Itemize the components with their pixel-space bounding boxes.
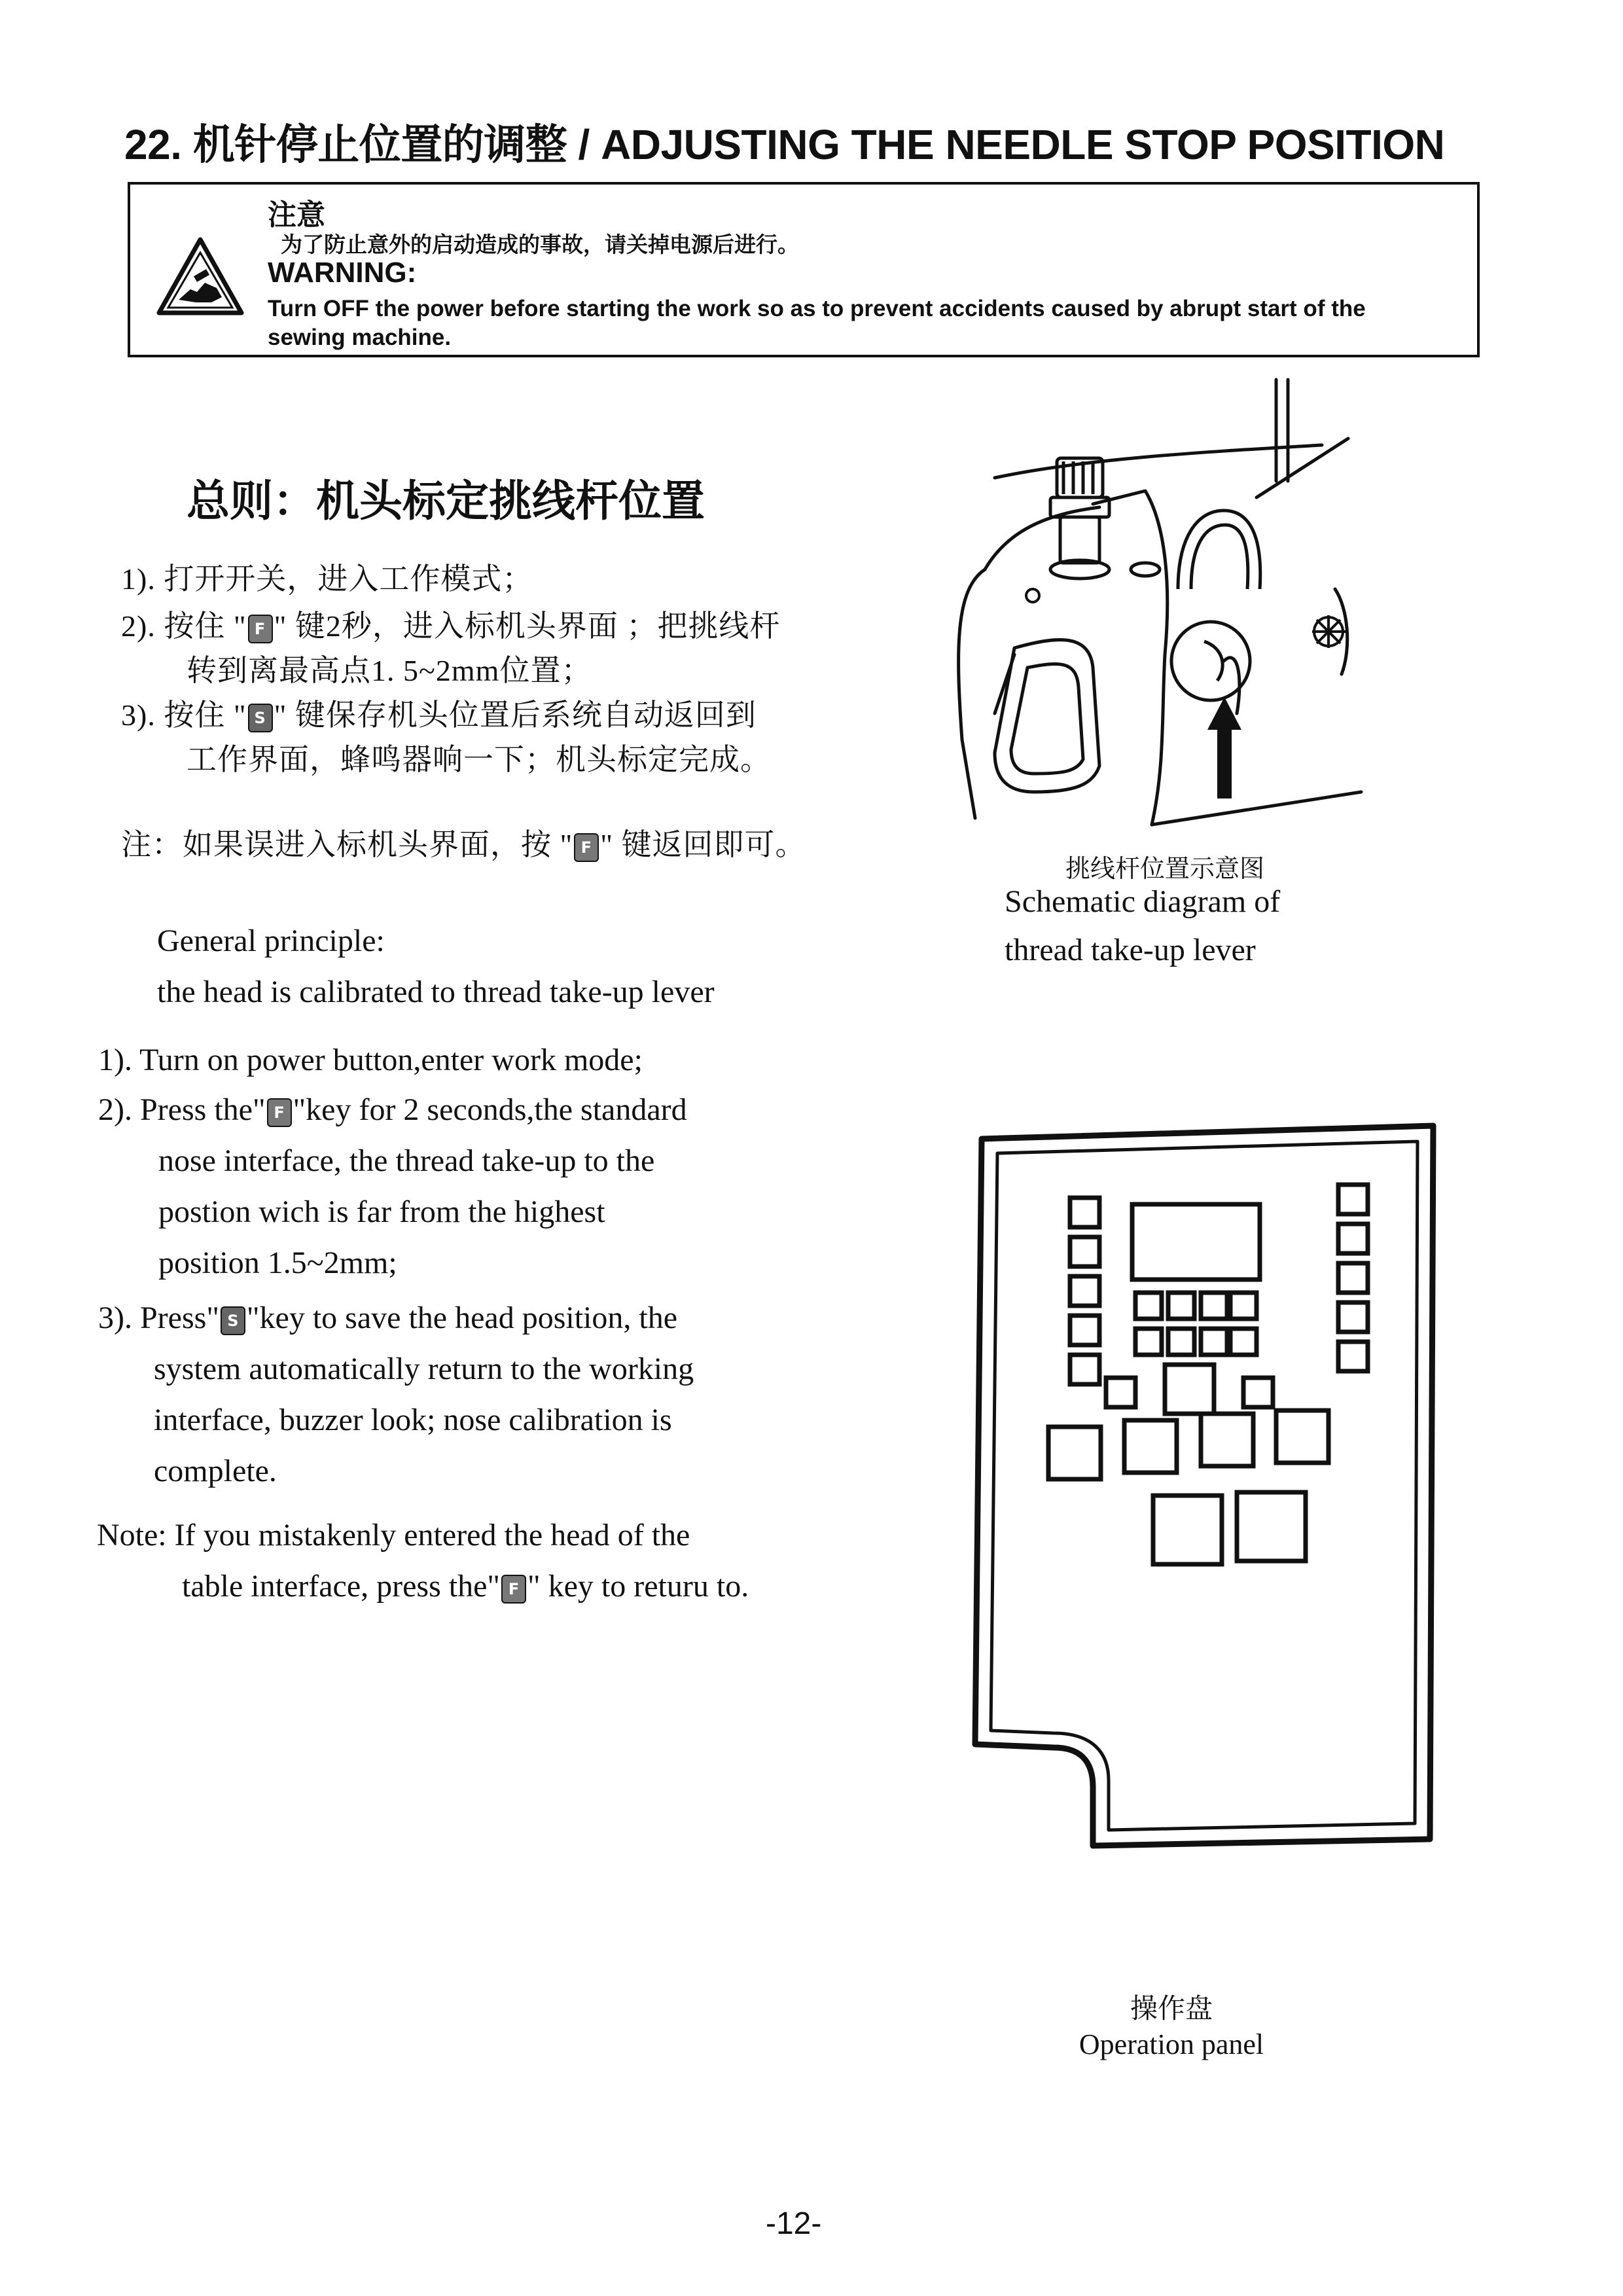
warning-en-title: WARNING: bbox=[268, 257, 417, 289]
cn-step-3-text-b: " 键保存机头位置后系统自动返回到 bbox=[274, 698, 757, 732]
f-key-icon: F bbox=[267, 1098, 292, 1127]
f-key-icon: F bbox=[248, 615, 273, 643]
cn-step-1: 1). 打开开关，进入工作模式； bbox=[121, 562, 533, 596]
en-step-2-line4: position 1.5~2mm; bbox=[158, 1246, 397, 1280]
cn-step-2-text-b: " 键2秒，进入标机头界面 ；把挑线杆 bbox=[274, 609, 781, 643]
warning-box bbox=[128, 182, 1480, 357]
cn-step-2-continued: 转到离最高点1. 5~2mm位置； bbox=[187, 654, 592, 687]
en-note-line2 bbox=[182, 1568, 749, 1604]
en-step-3-text-b: "key to save the head position, the bbox=[246, 1300, 678, 1335]
en-note-text-b: table interface, press the" bbox=[182, 1569, 501, 1604]
en-step-3-line4: complete. bbox=[154, 1454, 277, 1488]
cn-note bbox=[121, 821, 806, 864]
en-step-3 bbox=[98, 1300, 677, 1336]
f-key-icon: F bbox=[574, 833, 599, 862]
en-step-2-line3: postion wich is far from the highest bbox=[158, 1194, 605, 1229]
operation-panel-diagram bbox=[969, 1113, 1440, 1852]
warning-en-text-line1: Turn OFF the power before starting the work so as to prevent accidents caused by abrupt start of the bbox=[268, 296, 1366, 321]
figure1-caption-en-line1: Schematic diagram of bbox=[1005, 884, 1281, 919]
panel-display bbox=[1132, 1204, 1260, 1280]
cn-heading: 总则：机头标定挑线杆位置 bbox=[187, 478, 705, 526]
en-heading-line1: General principle: bbox=[157, 924, 385, 958]
warning-cn-title: 注意 bbox=[268, 199, 325, 231]
f-key-icon: F bbox=[501, 1575, 526, 1604]
en-note-line1: Note: If you mistakenly entered the head of the bbox=[97, 1518, 690, 1552]
cn-step-2 bbox=[121, 602, 780, 645]
cn-note-text-a: 注：如果误进入标机头界面，按 " bbox=[121, 828, 573, 861]
figure1-caption-cn: 挑线杆位置示意图 bbox=[1065, 855, 1264, 883]
page-number: -12- bbox=[766, 2206, 822, 2241]
panel-buttons bbox=[1048, 1185, 1368, 1564]
en-step-3-line2: system automatically return to the working bbox=[154, 1352, 694, 1386]
cn-step-3-continued: 工作界面，蜂鸣器响一下；机头标定完成。 bbox=[187, 743, 771, 776]
section-title: 22. 机针停止位置的调整 / ADJUSTING THE NEEDLE STOP POSITION bbox=[124, 121, 1445, 168]
figure2-caption-en: Operation panel bbox=[1079, 2028, 1264, 2060]
s-key-icon: S bbox=[248, 704, 273, 732]
cn-step-3-text-a: 3). 按住 " bbox=[121, 698, 247, 732]
figure2-caption-cn: 操作盘 bbox=[1130, 1994, 1213, 2024]
cn-step-3 bbox=[121, 691, 757, 734]
en-step-3-line3: interface, buzzer look; nose calibration is bbox=[154, 1403, 672, 1437]
en-heading-line2: the head is calibrated to thread take-up lever bbox=[157, 975, 715, 1009]
en-step-1: 1). Turn on power button,enter work mode; bbox=[98, 1043, 643, 1077]
warning-cn-text: 为了防止意外的启动造成的事故，请关掉电源后进行。 bbox=[281, 232, 799, 257]
en-step-2-text-a: 2). Press the" bbox=[98, 1092, 266, 1127]
thread-take-up-lever-diagram bbox=[929, 373, 1374, 831]
cn-note-text-b: " 键返回即可。 bbox=[600, 828, 806, 861]
en-note-text-c: " key to returu to. bbox=[527, 1569, 749, 1604]
figure1-caption-en-line2: thread take-up lever bbox=[1005, 933, 1256, 967]
en-step-2 bbox=[98, 1092, 687, 1128]
s-key-icon: S bbox=[221, 1306, 245, 1335]
en-step-2-text-b: "key for 2 seconds,the standard bbox=[293, 1092, 687, 1127]
cn-step-2-text-a: 2). 按住 " bbox=[121, 609, 247, 643]
en-step-2-line2: nose interface, the thread take-up to the bbox=[158, 1143, 655, 1178]
hand-hazard-warning-icon bbox=[156, 237, 244, 315]
en-step-3-text-a: 3). Press" bbox=[98, 1300, 219, 1335]
warning-en-text-line2: sewing machine. bbox=[268, 325, 452, 350]
